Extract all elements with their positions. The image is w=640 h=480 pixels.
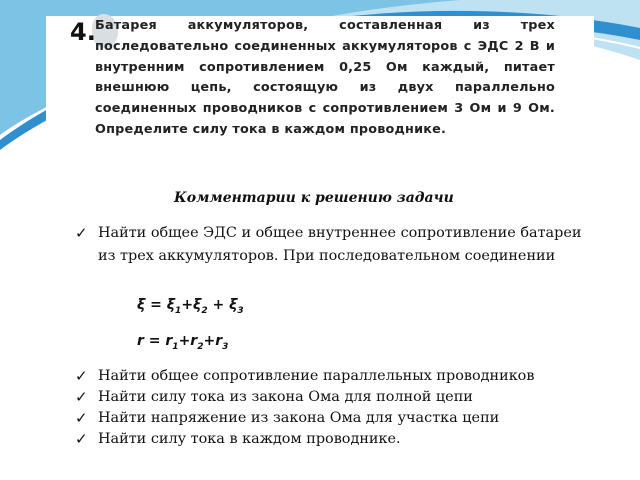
steps-list-intro: [72, 222, 592, 268]
list-item: [72, 408, 602, 429]
step-text: Найти силу тока из закона Ома для полной цепи: [98, 389, 473, 405]
problem-text: Батарея аккумуляторов, составленная из трех последовательно соединенных аккумуляторов с ЭДС 2 В и внутренним сопротивлением 0,25 Ом каждый, питает внешнюю цепь, состоящую из двух параллельно соединенных проводников с сопротивлением 3 Ом и 9 Ом. Определите силу тока в каждом проводнике.: [95, 18, 555, 137]
list-item: [72, 387, 602, 408]
comments-title: Комментарии к решению задачи: [174, 190, 454, 206]
step-text: Найти напряжение из закона Ома для участка цепи: [98, 410, 500, 426]
checkmark-icon: ✓: [75, 367, 88, 385]
resistance-formula: $r = r_1+r_2+r_3$: [137, 333, 229, 352]
step-text: Найти общее ЭДС и общее внутреннее сопротивление батареи из трех аккумуляторов. При последовательном соединении: [98, 225, 582, 264]
steps-list-rest: [72, 366, 602, 450]
problem-number: 4.: [70, 18, 96, 46]
emf-formula: $\xi = \xi_1+\xi_2 + \xi_3$: [137, 297, 244, 316]
step-text: Найти общее сопротивление параллельных проводников: [98, 368, 535, 384]
checkmark-icon: ✓: [75, 409, 88, 427]
list-item: [72, 222, 592, 268]
checkmark-icon: ✓: [75, 430, 88, 448]
checkmark-icon: ✓: [75, 224, 88, 242]
step-text: Найти силу тока в каждом проводнике.: [98, 431, 401, 447]
list-item: [72, 429, 602, 450]
list-item: [72, 366, 602, 387]
checkmark-icon: ✓: [75, 388, 88, 406]
